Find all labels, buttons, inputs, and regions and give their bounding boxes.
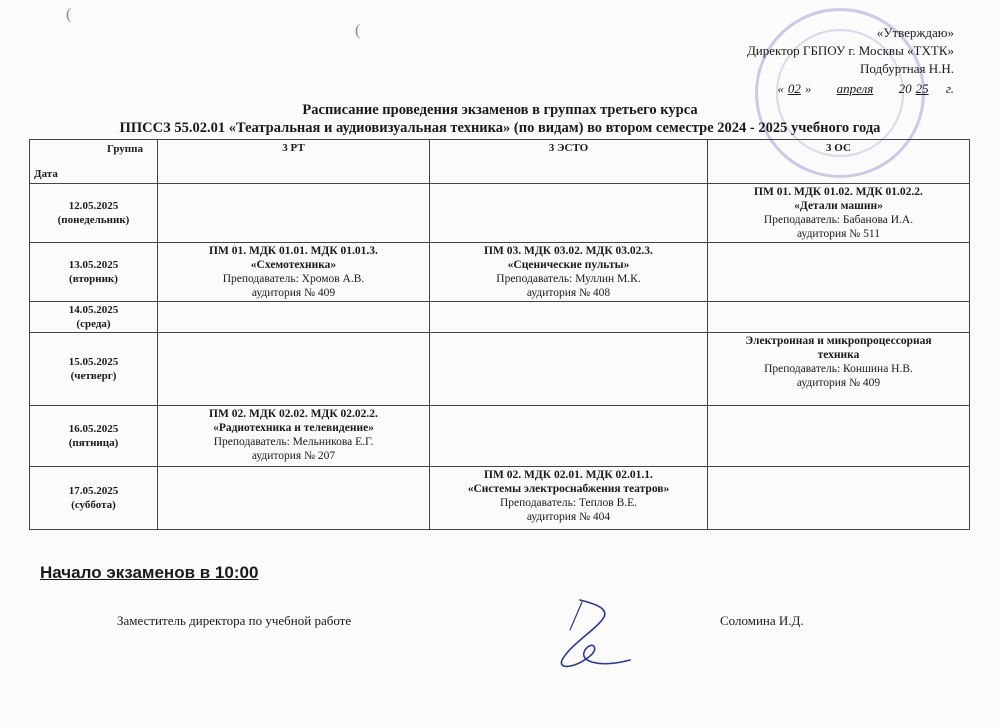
schedule-table bbox=[29, 139, 970, 530]
page-title bbox=[0, 101, 1000, 137]
exam-title: ПМ 02. МДК 02.01. МДК 02.01.1. bbox=[484, 469, 653, 481]
exam-cell bbox=[430, 467, 708, 530]
exam-teacher: Преподаватель: Коншина Н.В. bbox=[764, 363, 913, 375]
exam-cell-empty bbox=[430, 406, 708, 467]
group-header-3os: 3 ОС bbox=[708, 140, 970, 184]
exam-subject: «Сценические пульты» bbox=[507, 259, 630, 271]
exam-room: аудитория № 409 bbox=[796, 377, 881, 389]
exam-cell bbox=[708, 184, 970, 243]
date-label: Дата bbox=[34, 168, 58, 180]
date-cell bbox=[30, 406, 158, 467]
exam-cell-empty bbox=[158, 467, 430, 530]
exam-subject: техника bbox=[817, 349, 860, 361]
date-value: 13.05.2025 bbox=[68, 259, 119, 271]
weekday: (пятница) bbox=[68, 437, 119, 449]
exam-room: аудитория № 511 bbox=[797, 228, 880, 240]
exam-cell bbox=[158, 406, 430, 467]
table-row bbox=[30, 333, 970, 406]
exam-cell bbox=[158, 243, 430, 302]
table-row bbox=[30, 302, 970, 333]
exam-cell-empty bbox=[708, 302, 970, 333]
date-cell bbox=[30, 302, 158, 333]
date-value: 15.05.2025 bbox=[68, 356, 119, 368]
approval-line-1: «Утверждаю» bbox=[876, 25, 954, 40]
deputy-name: Соломина И.Д. bbox=[720, 613, 804, 628]
exam-subject: «Радиотехника и телевидение» bbox=[213, 422, 374, 434]
date-cell bbox=[30, 243, 158, 302]
table-row bbox=[30, 406, 970, 467]
weekday: (суббота) bbox=[71, 499, 116, 511]
exam-title: ПМ 02. МДК 02.02. МДК 02.02.2. bbox=[209, 408, 378, 420]
exam-cell-empty bbox=[708, 243, 970, 302]
signature-image bbox=[540, 590, 660, 680]
exam-title: Электронная и микропроцессорная bbox=[745, 335, 932, 347]
weekday: (четверг) bbox=[70, 370, 117, 382]
exam-title: ПМ 01. МДК 01.01. МДК 01.01.3. bbox=[209, 245, 378, 257]
exam-room: аудитория № 207 bbox=[251, 450, 336, 462]
table-row bbox=[30, 184, 970, 243]
exam-teacher: Преподаватель: Мельникова Е.Г. bbox=[213, 436, 374, 448]
approval-year-prefix: 20 bbox=[898, 81, 912, 96]
exam-teacher: Преподаватель: Теплов В.Е. bbox=[499, 497, 638, 509]
deputy-title: Заместитель директора по учебной работе bbox=[117, 613, 352, 628]
date-cell bbox=[30, 184, 158, 243]
exam-subject: «Схемотехника» bbox=[250, 259, 337, 271]
exam-teacher: Преподаватель: Бабанова И.А. bbox=[763, 214, 914, 226]
approval-line-2: Директор ГБПОУ г. Москвы «ТХТК» bbox=[746, 43, 954, 58]
header-row bbox=[30, 140, 970, 184]
date-cell bbox=[30, 467, 158, 530]
exam-room: аудитория № 409 bbox=[251, 287, 336, 299]
table-row bbox=[30, 467, 970, 530]
exam-cell-empty bbox=[430, 333, 708, 406]
approval-date: « 02 » апреля 20 25 г. bbox=[777, 81, 954, 96]
scan-mark: ( bbox=[355, 22, 361, 39]
exam-start-time: Начало экзаменов в 10:00 bbox=[40, 563, 259, 582]
exam-cell-empty bbox=[430, 184, 708, 243]
exam-subject: «Системы электроснабжения театров» bbox=[467, 483, 670, 495]
date-value: 17.05.2025 bbox=[68, 485, 119, 497]
exam-subject: «Детали машин» bbox=[794, 200, 883, 212]
group-header-3rt: 3 РТ bbox=[158, 140, 430, 184]
exam-cell-empty bbox=[158, 184, 430, 243]
approval-day: 02 bbox=[787, 81, 801, 96]
approval-block bbox=[747, 24, 954, 98]
corner-cell bbox=[30, 140, 158, 184]
date-value: 14.05.2025 bbox=[68, 304, 119, 316]
exam-title: ПМ 03. МДК 03.02. МДК 03.02.3. bbox=[484, 245, 653, 257]
date-value: 12.05.2025 bbox=[68, 200, 119, 212]
exam-teacher: Преподаватель: Муллин М.К. bbox=[496, 273, 641, 285]
exam-room: аудитория № 408 bbox=[526, 287, 611, 299]
date-cell bbox=[30, 333, 158, 406]
group-header-3esto: 3 ЭСТО bbox=[430, 140, 708, 184]
approval-line-3: Подбуртная Н.Н. bbox=[860, 61, 954, 76]
exam-cell-empty bbox=[430, 302, 708, 333]
weekday: (среда) bbox=[76, 318, 111, 330]
exam-cell bbox=[708, 333, 970, 406]
exam-room: аудитория № 404 bbox=[526, 511, 611, 523]
exam-cell-empty bbox=[708, 467, 970, 530]
exam-title: ПМ 01. МДК 01.02. МДК 01.02.2. bbox=[754, 186, 923, 198]
approval-month: апреля bbox=[836, 81, 874, 96]
title-line-1: Расписание проведения экзаменов в группах третьего курса bbox=[302, 102, 698, 118]
approval-year-unit: г. bbox=[945, 81, 954, 96]
approval-year-suffix: 25 bbox=[915, 81, 929, 96]
table-row bbox=[30, 243, 970, 302]
weekday: (понедельник) bbox=[57, 214, 130, 226]
group-label: Группа bbox=[107, 143, 143, 155]
weekday: (вторник) bbox=[69, 273, 118, 285]
date-value: 16.05.2025 bbox=[68, 423, 119, 435]
exam-teacher: Преподаватель: Хромов А.В. bbox=[222, 273, 365, 285]
scan-mark: ( bbox=[66, 6, 72, 23]
title-line-2: ППССЗ 55.02.01 «Театральная и аудиовизуальная техника» (по видам) во втором семестре 2024 - 2025 учебного года bbox=[119, 120, 881, 136]
exam-cell-empty bbox=[158, 333, 430, 406]
exam-cell bbox=[430, 243, 708, 302]
exam-cell-empty bbox=[708, 406, 970, 467]
exam-cell-empty bbox=[158, 302, 430, 333]
